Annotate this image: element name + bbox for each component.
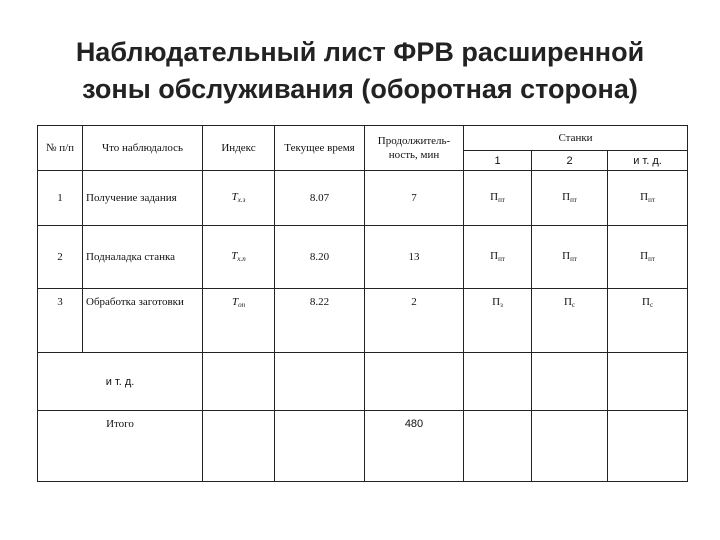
title-line-1: Наблюдательный лист ФРВ расширенной: [75, 37, 645, 67]
row-duration: 7: [365, 171, 464, 226]
row-duration: 13: [365, 226, 464, 289]
row-time: 8.20: [275, 226, 365, 289]
header-time: Текущее время: [275, 126, 365, 171]
empty-cell: [464, 353, 532, 411]
observation-table: [37, 125, 688, 482]
header-num: № п/п: [38, 126, 83, 171]
row-index: $Т_{оп}$: [203, 289, 275, 353]
table-row-total: [38, 411, 688, 482]
row-observed: Подналадка станка: [83, 226, 203, 289]
empty-cell: [532, 411, 608, 482]
header-machines: Станки: [464, 126, 688, 151]
row-machine-1: $П_з$: [464, 289, 532, 353]
total-duration: 480: [365, 411, 464, 482]
empty-cell: [608, 353, 688, 411]
empty-cell: [275, 353, 365, 411]
header-row-1: [38, 126, 688, 151]
row-machine-1: $П_{пт}$: [464, 226, 532, 289]
empty-cell: [532, 353, 608, 411]
header-machine-etc: и т. д.: [608, 151, 688, 171]
row-machine-etc: $П_{пт}$: [608, 226, 688, 289]
header-machine-2: 2: [532, 151, 608, 171]
header-observed: Что наблюдалось: [83, 126, 203, 171]
title-line-2: зоны обслуживания (оборотная сторона): [82, 74, 638, 104]
row-observed: Обработка заготовки: [83, 289, 203, 353]
row-time: 8.22: [275, 289, 365, 353]
row-time: 8.07: [275, 171, 365, 226]
empty-cell: [464, 411, 532, 482]
row-index: $Т_{х.з}$: [203, 171, 275, 226]
row-machine-2: $П_{пт}$: [532, 226, 608, 289]
empty-cell: [608, 411, 688, 482]
table-row: [38, 289, 688, 353]
row-num: 1: [38, 171, 83, 226]
empty-cell: [203, 411, 275, 482]
table-row: [38, 226, 688, 289]
empty-cell: [203, 353, 275, 411]
row-num: 2: [38, 226, 83, 289]
total-label: Итого: [38, 411, 203, 482]
row-duration: 2: [365, 289, 464, 353]
page-title: [0, 34, 720, 108]
row-machine-etc: $П_с$: [608, 289, 688, 353]
table-row-etc: [38, 353, 688, 411]
row-num: 3: [38, 289, 83, 353]
row-machine-etc: $П_{пт}$: [608, 171, 688, 226]
row-index: $Т_{х.п}$: [203, 226, 275, 289]
row-observed: Получение задания: [83, 171, 203, 226]
empty-cell: [365, 353, 464, 411]
empty-cell: [275, 411, 365, 482]
row-machine-2: $П_с$: [532, 289, 608, 353]
table-row: [38, 171, 688, 226]
header-machine-1: 1: [464, 151, 532, 171]
row-machine-1: $П_{пт}$: [464, 171, 532, 226]
header-duration: Продолжитель-ность, мин: [365, 126, 464, 171]
header-index: Индекс: [203, 126, 275, 171]
row-machine-2: $П_{пт}$: [532, 171, 608, 226]
etc-label: и т. д.: [38, 353, 203, 411]
